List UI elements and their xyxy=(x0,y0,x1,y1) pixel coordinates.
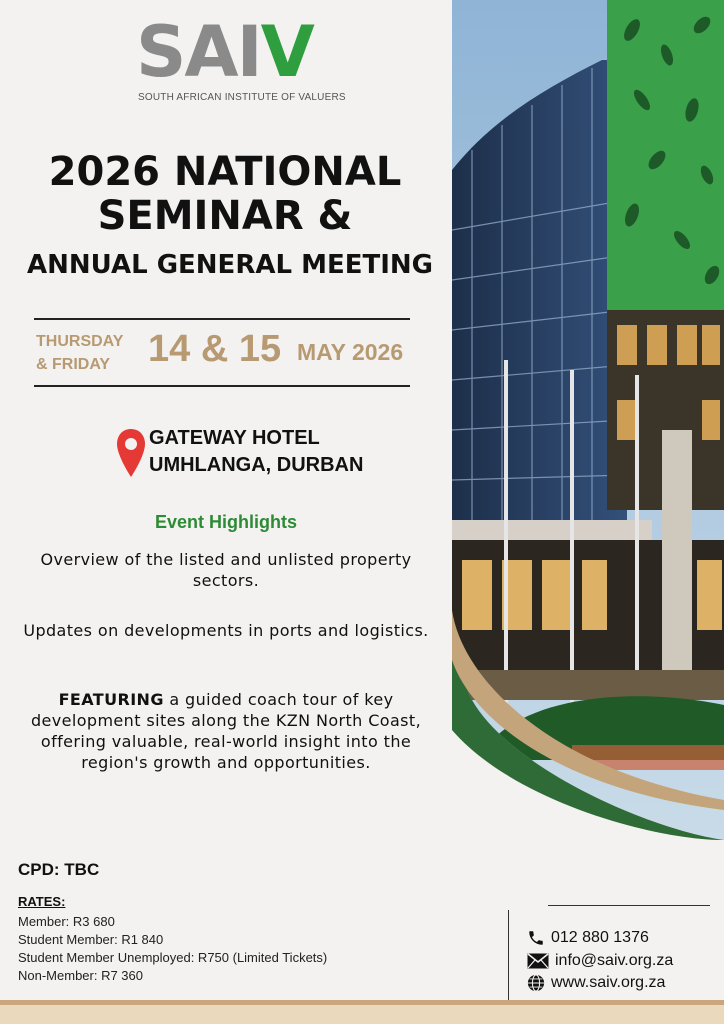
phone-icon xyxy=(527,929,545,947)
email-contact[interactable] xyxy=(527,952,673,970)
rate-item: Non-Member: R7 360 xyxy=(18,968,143,983)
event-title: 2026 NATIONAL SEMINAR & xyxy=(48,149,402,239)
event-month: MAY 2026 xyxy=(297,339,404,365)
phone-number: 012 880 1376 xyxy=(551,929,649,946)
contact-vertical-divider xyxy=(508,910,509,1006)
saiv-logo xyxy=(136,11,346,108)
bottom-band-accent xyxy=(0,1000,724,1005)
mail-icon xyxy=(527,953,549,969)
event-days: THURSDAY & FRIDAY xyxy=(36,333,124,373)
logo-wordmark: SAIV xyxy=(136,11,313,93)
globe-icon xyxy=(527,974,545,992)
rates-list xyxy=(18,913,327,985)
divider-top xyxy=(34,318,410,320)
rate-item: Student Member Unemployed: R750 (Limited Tickets) xyxy=(18,950,328,965)
website-contact[interactable] xyxy=(527,974,665,992)
hotel-building-photo xyxy=(452,0,724,840)
event-subtitle: ANNUAL GENERAL MEETING xyxy=(27,250,433,280)
email-address: info@saiv.org.za xyxy=(555,952,674,969)
highlight-item: Updates on developments in ports and logistics. xyxy=(23,621,429,640)
divider-bottom xyxy=(34,385,410,387)
highlights-title: Event Highlights xyxy=(154,512,297,532)
rates-title: RATES: xyxy=(18,894,66,909)
highlight-item: Overview of the listed and unlisted property sectors. xyxy=(40,550,412,590)
phone-contact[interactable] xyxy=(527,929,649,947)
rate-item: Student Member: R1 840 xyxy=(18,932,164,947)
location-pin-icon xyxy=(116,428,146,478)
event-dates: 14 & 15 xyxy=(148,328,282,370)
logo-subtitle: SOUTH AFRICAN INSTITUTE OF VALUERS xyxy=(138,92,346,103)
rate-item: Member: R3 680 xyxy=(18,914,115,929)
cpd-label: CPD: TBC xyxy=(18,860,100,879)
contact-divider xyxy=(548,905,710,906)
highlight-featuring: FEATURING a guided coach tour of key development sites along the KZN North Coast, offering valuable, real-world insight into the region's growth and opportunities. xyxy=(30,690,422,772)
venue: GATEWAY HOTEL UMHLANGA, DURBAN xyxy=(149,427,364,476)
website-url: www.saiv.org.za xyxy=(551,974,666,991)
